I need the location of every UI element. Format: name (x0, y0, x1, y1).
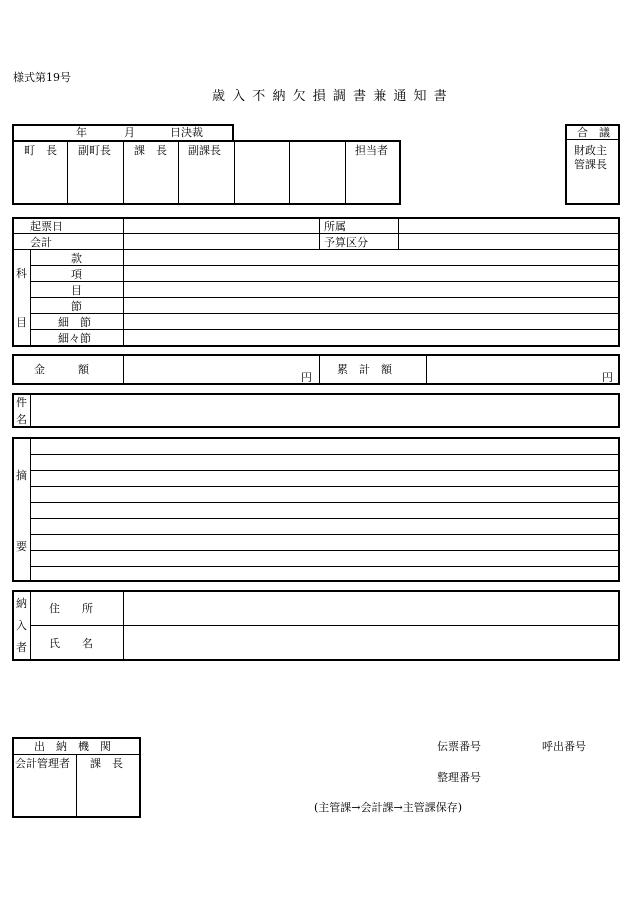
summary-label-2: 要 (16, 540, 27, 553)
subject-row (12, 393, 620, 428)
consult-line2: 管課長 (574, 158, 607, 171)
saisaisetsu-label: 細々節 (58, 332, 91, 345)
summary-line (30, 470, 619, 471)
seiri-bango-label: 整理番号 (437, 771, 481, 784)
consult-line1: 財政主 (574, 144, 607, 157)
kamoku-label-2: 目 (16, 316, 27, 329)
approval-divider (123, 141, 124, 204)
kihyobi-label: 起票日 (30, 220, 63, 233)
kingaku-yen: 円 (301, 371, 312, 384)
amount-divider (426, 355, 427, 384)
summary-line (30, 566, 619, 567)
label-divider (123, 218, 124, 346)
routing-note: (主管課→会計課→主管課保存) (314, 801, 463, 814)
yosan-kubun-label: 予算区分 (324, 236, 368, 249)
summary-box (12, 437, 620, 582)
payer-line (30, 625, 619, 626)
kamoku-label-1: 科 (16, 267, 27, 280)
row-line (30, 313, 619, 314)
summary-divider (30, 438, 31, 581)
saisetsu-label: 細 節 (58, 316, 91, 329)
payer-label-3: 者 (16, 641, 27, 654)
col-divider (398, 218, 399, 249)
summary-line (30, 486, 619, 487)
summary-line (30, 550, 619, 551)
approval-year: 年 (76, 126, 87, 139)
treasury-col-accountant: 会計管理者 (15, 757, 70, 770)
ruikei-yen: 円 (602, 371, 613, 384)
setsu-label: 節 (71, 300, 82, 313)
approval-divider (345, 141, 346, 204)
approval-col-staff: 担当者 (355, 144, 388, 157)
summary-line (30, 454, 619, 455)
subject-label-1: 件 (16, 396, 27, 409)
payer-label-2: 入 (16, 619, 27, 632)
kaikei-label: 会計 (30, 236, 52, 249)
row-line (30, 329, 619, 330)
amount-row (12, 354, 620, 385)
approval-day: 日決裁 (170, 126, 203, 139)
approval-divider (67, 141, 68, 204)
consult-divider (566, 139, 619, 140)
form-number: 様式第19号 (13, 71, 71, 84)
subject-divider (30, 394, 31, 427)
approval-col-section-chief: 課 長 (134, 144, 167, 157)
payer-label-1: 納 (16, 597, 27, 610)
kingaku-label: 金 額 (34, 363, 89, 376)
col-divider (319, 218, 320, 249)
approval-col-vice-mayor: 副町長 (78, 144, 111, 157)
approval-col-mayor: 町 長 (24, 144, 57, 157)
summary-line (30, 534, 619, 535)
summary-line (30, 518, 619, 519)
address-label: 住 所 (49, 602, 93, 615)
denpyo-bango-label: 伝票番号 (437, 740, 481, 753)
treasury-header: 出 納 機 関 (34, 740, 111, 753)
page-title: 歳入不納欠損調書兼通知書 (212, 89, 454, 104)
treasury-divider (76, 755, 77, 817)
row-line (30, 265, 619, 266)
consult-header: 合 議 (577, 126, 610, 139)
moku-label: 目 (71, 284, 82, 297)
account-info-table (12, 217, 620, 347)
row-line (30, 281, 619, 282)
kamoku-divider (30, 250, 31, 346)
row-line (13, 233, 619, 234)
approval-divider (178, 141, 179, 204)
row-line (13, 249, 619, 250)
name-label: 氏 名 (49, 637, 93, 650)
row-line (30, 297, 619, 298)
amount-divider (319, 355, 320, 384)
kou-label: 項 (71, 268, 82, 281)
approval-col-deputy-chief: 副課長 (188, 144, 221, 157)
subject-label-2: 名 (16, 413, 27, 426)
amount-divider (123, 355, 124, 384)
summary-line (30, 502, 619, 503)
treasury-col-chief: 課 長 (90, 757, 123, 770)
yobidashi-bango-label: 呼出番号 (542, 740, 586, 753)
approval-divider (289, 141, 290, 204)
shozoku-label: 所属 (324, 220, 346, 233)
ruikei-label: 累 計 額 (337, 363, 392, 376)
approval-month: 月 (124, 126, 135, 139)
approval-divider (234, 141, 235, 204)
summary-label-1: 摘 (16, 469, 27, 482)
kan-label: 款 (71, 252, 82, 265)
